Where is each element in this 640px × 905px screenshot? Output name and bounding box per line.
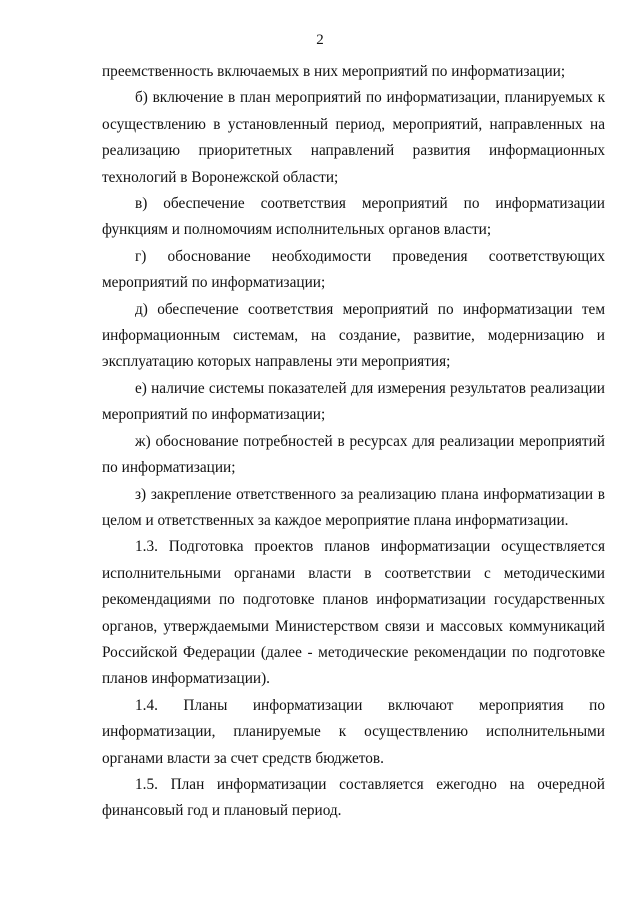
document-body [102, 59, 605, 825]
paragraph-item-v: в) обеспечение соответствия мероприятий по информатизации функциям и полномочиям исполнительных органов власти; [102, 195, 605, 239]
paragraph-clause-1-4: 1.4. Планы информатизации включают мероприятия по информатизации, планируемые к осуществлению исполнительными органами власти за счет средств бюджетов. [102, 696, 605, 767]
paragraph-item-z: з) закрепление ответственного за реализацию плана информатизации в целом и ответственных за каждое мероприятие плана информатизации. [102, 485, 605, 529]
paragraph-clause-1-5: 1.5. План информатизации составляется ежегодно на очередной финансовый год и плановый период. [102, 775, 605, 820]
paragraph-item-d: д) обеспечение соответствия мероприятий по информатизации тем информационным системам, на создание, развитие, модернизацию и эксплуатацию которых направлены эти мероприятия; [102, 300, 605, 371]
paragraph-continuation: преемственность включаемых в них мероприятий по информатизации; [102, 63, 566, 80]
page-number: 2 [316, 32, 324, 48]
paragraph-item-g: г) обоснование необходимости проведения соответствующих мероприятий по информатизации; [102, 247, 605, 292]
paragraph-item-b: б) включение в план мероприятий по информатизации, планируемых к осуществлению в установленный период, мероприятий, направленных на реализацию приоритетных направлений развития информационных технологий в Воронежской области; [102, 89, 605, 186]
paragraph-item-zh: ж) обоснование потребностей в ресурсах для реализации мероприятий по информатизации; [102, 432, 605, 477]
paragraph-item-e: е) наличие системы показателей для измерения результатов реализации мероприятий по информатизации; [102, 379, 605, 424]
paragraph-clause-1-3: 1.3. Подготовка проектов планов информатизации осуществляется исполнительными органами власти в соответствии с методическими рекомендациями по подготовке планов информатизации государственных органов, утверждаемыми Министерством связи и массовых коммуникаций Российской Федерации (далее - методические рекомендации по подготовке планов информатизации). [102, 538, 605, 688]
